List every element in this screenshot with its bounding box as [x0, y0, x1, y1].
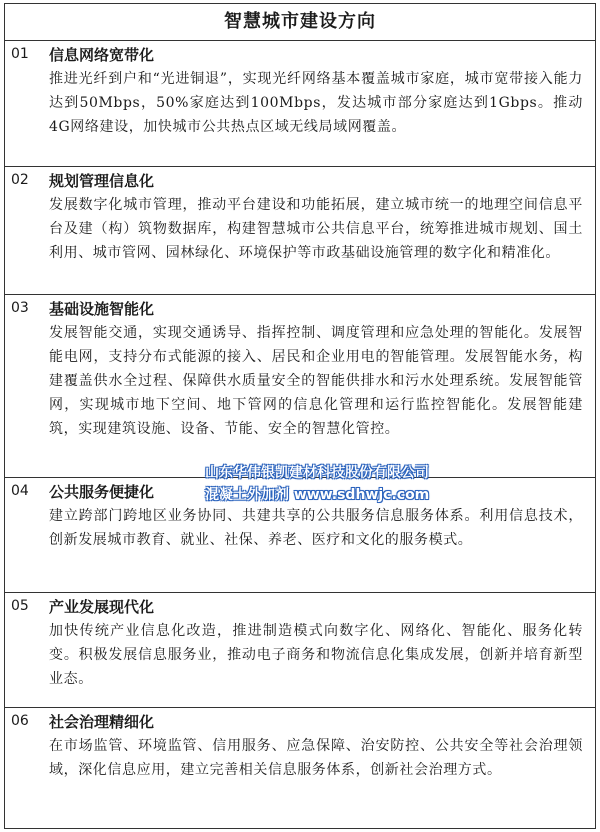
section-body: 发展数字化城市管理，推动平台建设和功能拓展，建立城市统一的地理空间信息平台及建（构）筑物数据库，构建智慧城市公共信息平台，统筹推进城市规划、国土利用、城市管网、园林绿化、环境保护等市政基础设施管理的数字化和精准化。: [49, 197, 583, 261]
section-heading: 规划管理信息化: [49, 172, 155, 190]
section-number: 05: [11, 598, 29, 614]
section-number: 01: [11, 46, 29, 62]
section-body: 在市场监管、环境监管、信用服务、应急保障、治安防控、公共安全等社会治理领域，深化信息应用，建立完善相关信息服务体系，创新社会治理方式。: [49, 738, 583, 778]
section-number: 03: [11, 300, 29, 316]
section-number: 04: [11, 483, 29, 499]
section-body: 加快传统产业信息化改造，推进制造模式向数字化、网络化、智能化、服务化转变。积极发展信息服务业，推动电子商务和物流信息化集成发展，创新并培育新型业态。: [49, 623, 583, 687]
section-02: [5, 167, 595, 295]
section-body: 建立跨部门跨地区业务协同、共建共享的公共服务信息服务体系。利用信息技术，创新发展城市教育、就业、社保、养老、医疗和文化的服务模式。: [49, 508, 583, 548]
section-heading: 信息网络宽带化: [49, 46, 155, 64]
document-title: 智慧城市建设方向: [5, 4, 595, 41]
section-number: 06: [11, 713, 29, 729]
section-heading: 产业发展现代化: [49, 598, 155, 616]
watermark-company: 山东华伟银凯建材科技股份有限公司: [205, 465, 429, 481]
section-05: [5, 593, 595, 708]
section-number: 02: [11, 172, 29, 188]
section-04: [5, 478, 595, 593]
document-table: [4, 3, 596, 829]
section-heading: 基础设施智能化: [49, 300, 155, 318]
watermark-website: 混凝土外加剂 www.sdhwjc.com: [205, 487, 430, 503]
section-03: [5, 295, 595, 478]
section-06: [5, 708, 595, 826]
section-heading: 社会治理精细化: [49, 713, 155, 731]
section-body: 发展智能交通，实现交通诱导、指挥控制、调度管理和应急处理的智能化。发展智能电网，支持分布式能源的接入、居民和企业用电的智能管理。发展智能水务，构建覆盖供水全过程、保障供水质量安全的智能供排水和污水处理系统。发展智能管网，实现城市地下空间、地下管网的信息化管理和运行监控智能化。发展智能建筑，实现建筑设施、设备、节能、安全的智慧化管控。: [49, 325, 583, 437]
section-heading: 公共服务便捷化: [49, 483, 155, 501]
section-body: 推进光纤到户和“光进铜退”，实现光纤网络基本覆盖城市家庭，城市宽带接入能力达到50Mbps，50%家庭达到100Mbps，发达城市部分家庭达到1Gbps。推动4G网络建设，加快城市公共热点区域无线局域网覆盖。: [49, 71, 583, 135]
section-01: [5, 41, 595, 167]
